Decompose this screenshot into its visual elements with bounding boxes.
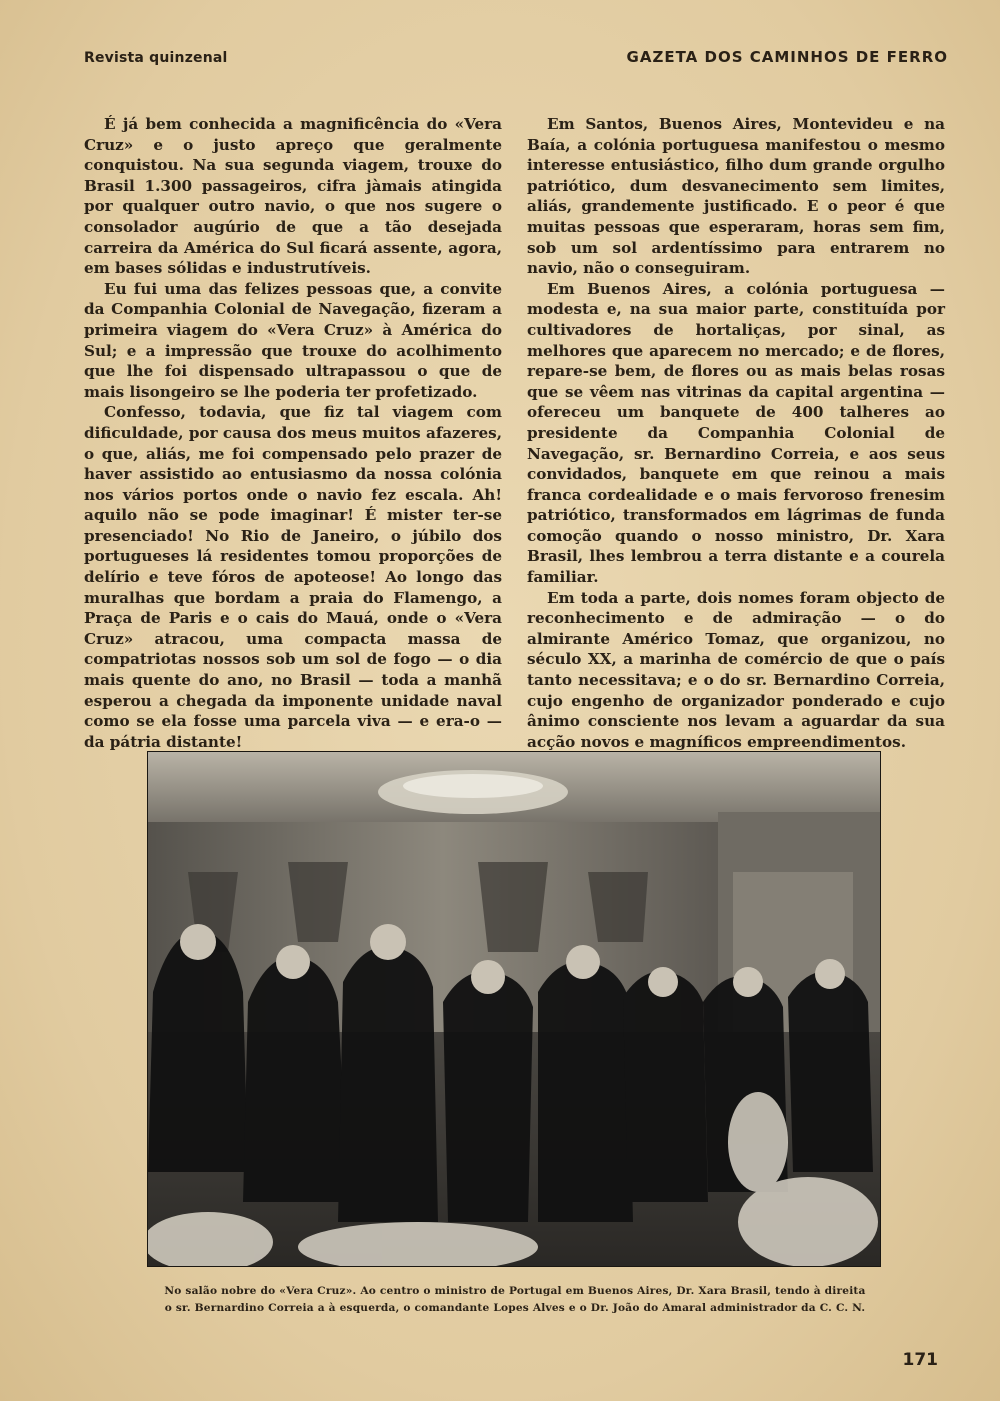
article-column-left (84, 114, 502, 752)
header-journal-title: GAZETA DOS CAMINHOS DE FERRO (626, 48, 948, 66)
paragraph: Confesso, todavia, que fiz tal viagem com dificuldade, por causa dos meus muitos afazeres, o que, aliás, me foi compensado pelo prazer de haver assistido ao entusiasmo da nossa colónia nos vários portos onde o navio fez escala. Ah! aquilo não se pode imaginar! É mister ter-se presenciado! No Rio de Janeiro, o júbilo dos portugueses lá residentes tomou proporções de delírio e teve fóros de apoteose! Ao longo das muralhas que bordam a praia do Flamengo, a Praça de Paris e o cais do Mauá, onde o «Vera Cruz» atracou, uma compacta massa de compatriotas nossos sob um sol de fogo — o dia mais quente do ano, no Brasil — toda a manhã esperou a chegada da imponente unidade naval como se ela fosse uma parcela viva — e era-o — da pátria distante! (84, 403, 502, 751)
paragraph: Em Buenos Aires, a colónia portuguesa — modesta e, na sua maior parte, constituída por cultivadores de hortaliças, por sinal, as melhores que aparecem no mercado; e de flores, repare-se bem, de flores ou as mais belas rosas que se vêem nas vitrinas da capital argentina — ofereceu um banquete de 400 talheres ao presidente da Companhia Colonial de Navegação, sr. Bernardino Correia, e aos seus convidados, banquete em que reinou a mais franca cordealidade e o mais fervoroso frenesim patriótico, transformados em lágrimas de funda comoção quando o nosso ministro, Dr. Xara Brasil, lhes lembrou a terra distante e a courela familiar. (527, 279, 945, 587)
caption-line: No salão nobre do «Vera Cruz». Ao centro o ministro de Portugal em Buenos Aires, Dr. Xara Brasil, tendo à direita (164, 1285, 866, 1297)
photograph-illustration (148, 752, 880, 1266)
page-number: 171 (902, 1350, 938, 1370)
article-column-right (527, 114, 945, 752)
header-section-label: Revista quinzenal (84, 50, 228, 66)
paragraph: Em toda a parte, dois nomes foram objecto de reconhecimento e de admiração — o do almirante Américo Tomaz, que organizou, no século XX, a marinha de comércio de que o país tanto necessitava; e o do sr. Bernardino Correia, cujo engenho de organizador ponderado e cujo ânimo consciente nos levam a aguardar da sua acção novos e magníficos empreendimentos. (527, 588, 945, 751)
caption-line: o sr. Bernardino Correia a à esquerda, o comandante Lopes Alves e o Dr. João do Amaral administrador da C. C. N. (164, 1302, 866, 1314)
paragraph: Eu fui uma das felizes pessoas que, a convite da Companhia Colonial de Navegação, fizeram a primeira viagem do «Vera Cruz» à América do Sul; e a impressão que trouxe do acolhimento que lhe foi dispensado ultrapassou o que de mais lisongeiro se lhe poderia ter profetizado. (84, 279, 502, 401)
photo-caption (120, 1283, 910, 1317)
paragraph: É já bem conhecida a magnificência do «Vera Cruz» e o justo apreço que geralmente conquistou. Na sua segunda viagem, trouxe do Brasil 1.300 passageiros, cifra jàmais atingida por qualquer outro navio, o que nos sugere o consolador augúrio de que a tão desejada carreira da América do Sul ficará assente, agora, em bases sólidas e industrutíveis. (84, 115, 502, 278)
paragraph: Em Santos, Buenos Aires, Montevideu e na Baía, a colónia portuguesa manifestou o mesmo interesse entusiástico, filho dum grande orgulho patriótico, dum desvanecimento sem limites, aliás, grandemente justificado. E o peor é que muitas pessoas que esperaram, horas sem fim, sob um sol ardentíssimo para entrarem no navio, não o conseguiram. (527, 115, 945, 278)
group-photograph (147, 751, 881, 1267)
